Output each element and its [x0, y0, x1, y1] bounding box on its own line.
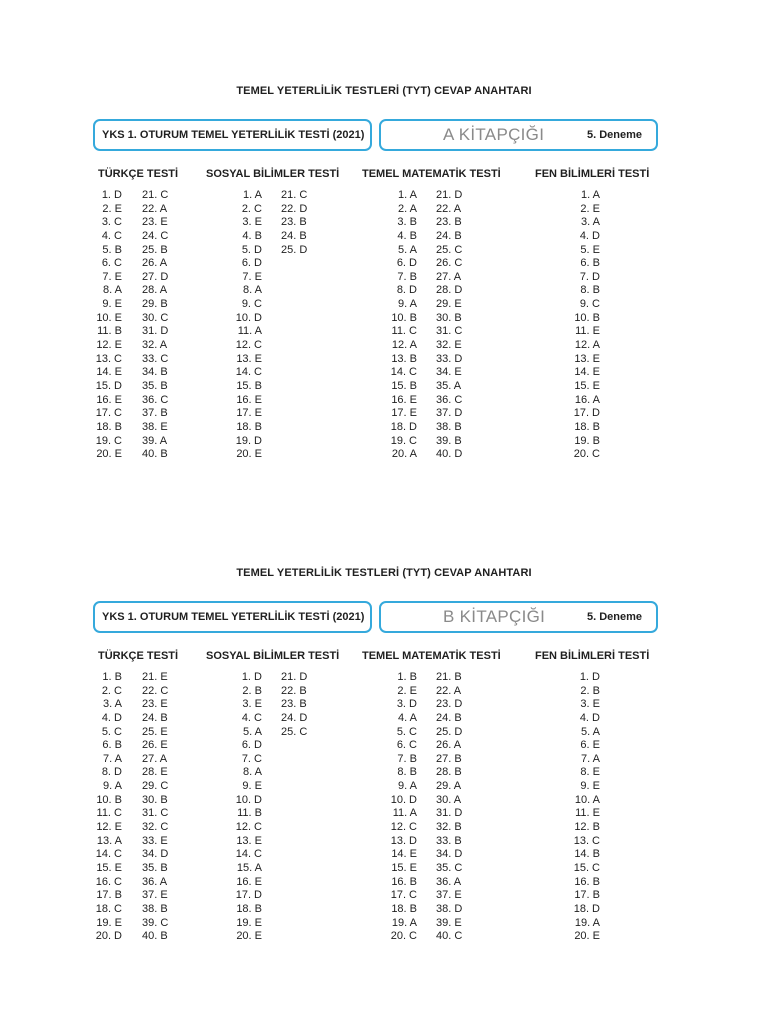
- answer-item: 4. D: [579, 229, 600, 242]
- answer-item: 7. E: [102, 270, 122, 283]
- answer-item: 12. E: [96, 821, 122, 834]
- answer-item: 7. A: [581, 752, 600, 765]
- sosyal-header: SOSYAL BİLİMLER TESTİ: [206, 650, 340, 662]
- answer-item: 12. C: [390, 821, 417, 834]
- answer-item: 2. E: [102, 202, 122, 215]
- answer-item: 7. C: [241, 752, 262, 765]
- answer-item: 6. E: [580, 739, 600, 752]
- answer-item: 18. B: [96, 420, 122, 433]
- fen-header: FEN BİLİMLERİ TESTİ: [535, 168, 650, 180]
- answer-item: 40. C: [436, 930, 463, 943]
- answer-item: 10. B: [574, 311, 600, 324]
- answer-item: 7. A: [103, 752, 122, 765]
- answer-item: 37. D: [436, 407, 463, 420]
- answer-item: 4. C: [101, 229, 122, 242]
- answer-item: 22. B: [281, 684, 307, 697]
- answer-item: 3. A: [581, 216, 600, 229]
- answer-item: 38. E: [142, 420, 168, 433]
- answer-item: 14. C: [390, 366, 417, 379]
- answer-item: 37. E: [436, 889, 462, 902]
- answer-item: 24. B: [436, 711, 462, 724]
- matematik-answers-1: [385, 671, 417, 944]
- answer-item: 16. C: [95, 875, 122, 888]
- answer-item: 34. D: [436, 848, 463, 861]
- answer-item: 15. B: [236, 379, 262, 392]
- turkce-answers-2: [142, 189, 168, 462]
- answer-item: 10. B: [96, 793, 122, 806]
- answer-item: 31. C: [436, 325, 463, 338]
- fen-answers: [568, 189, 600, 462]
- answer-item: 17. B: [574, 889, 600, 902]
- answer-item: 13. C: [573, 834, 600, 847]
- answer-item: 29. C: [142, 780, 169, 793]
- answer-item: 21. E: [142, 671, 168, 683]
- answer-item: 18. B: [236, 902, 262, 915]
- answer-item: 4. A: [398, 711, 417, 724]
- answer-item: 8. B: [580, 284, 600, 297]
- answer-item: 19. A: [574, 916, 600, 929]
- answer-item: 35. B: [142, 379, 168, 392]
- sosyal-answers-2: [281, 671, 307, 739]
- answer-item: 18. D: [573, 902, 600, 915]
- answer-item: 36. C: [142, 393, 169, 406]
- answer-item: 2. B: [580, 684, 600, 697]
- answer-item: 15. E: [391, 861, 417, 874]
- answer-item: 24. C: [142, 229, 169, 242]
- answer-item: 23. E: [142, 698, 168, 711]
- matematik-answers-1: [385, 189, 417, 462]
- answer-item: 5. B: [102, 243, 122, 256]
- answer-item: 11. C: [96, 807, 122, 820]
- answer-item: 16. E: [96, 393, 122, 406]
- booklet-box: [379, 119, 658, 151]
- answer-item: 3. E: [580, 698, 600, 711]
- answer-item: 38. B: [142, 902, 168, 915]
- sosyal-header: SOSYAL BİLİMLER TESTİ: [206, 168, 340, 180]
- answer-item: 6. D: [241, 257, 262, 270]
- answer-item: 2. E: [580, 202, 600, 215]
- answer-item: 40. B: [142, 448, 168, 461]
- answer-item: 13. E: [574, 352, 600, 365]
- answer-item: 34. D: [142, 848, 169, 861]
- answer-item: 39. E: [436, 916, 462, 929]
- booklet-box: [379, 601, 658, 633]
- answer-item: 21. B: [436, 671, 462, 683]
- sosyal-answers-2: [281, 189, 307, 257]
- answer-item: 2. B: [242, 684, 262, 697]
- answer-item: 38. B: [436, 420, 462, 433]
- answer-item: 7. E: [242, 270, 262, 283]
- answer-item: 22. C: [142, 684, 169, 697]
- answer-item: 13. A: [96, 834, 122, 847]
- answer-item: 11. E: [575, 325, 600, 338]
- matematik-header: TEMEL MATEMATİK TESTİ: [362, 650, 501, 662]
- answer-item: 7. B: [397, 752, 417, 765]
- answer-item: 19. B: [574, 434, 600, 447]
- answer-item: 9. C: [579, 298, 600, 311]
- answer-item: 18. C: [95, 902, 122, 915]
- answer-item: 24. B: [436, 229, 462, 242]
- answer-item: 22. A: [436, 202, 462, 215]
- answer-item: 36. A: [142, 875, 168, 888]
- answer-item: 25. C: [281, 725, 308, 738]
- answer-item: 19. A: [391, 916, 417, 929]
- answer-item: 6. D: [241, 739, 262, 752]
- answer-item: 15. D: [95, 379, 122, 392]
- turkce-answers-1: [90, 671, 122, 944]
- answer-item: 15. E: [574, 379, 600, 392]
- answer-item: 24. B: [142, 711, 168, 724]
- answer-item: 18. B: [574, 420, 600, 433]
- answer-item: 17. E: [236, 407, 262, 420]
- answer-item: 15. B: [391, 379, 417, 392]
- answer-item: 8. E: [580, 766, 600, 779]
- answer-item: 12. A: [574, 339, 600, 352]
- answer-item: 12. A: [391, 339, 417, 352]
- answer-item: 14. E: [96, 366, 122, 379]
- answer-item: 26. C: [436, 257, 463, 270]
- answer-item: 11. B: [237, 807, 262, 820]
- answer-item: 23. B: [281, 698, 307, 711]
- answer-item: 37. B: [142, 407, 168, 420]
- answer-item: 16. B: [391, 875, 417, 888]
- answer-item: 13. E: [236, 352, 262, 365]
- answer-item: 4. D: [579, 711, 600, 724]
- answer-item: 30. A: [436, 793, 462, 806]
- answer-item: 11. A: [237, 325, 262, 338]
- answer-item: 10. E: [96, 311, 122, 324]
- answer-item: 1. A: [581, 189, 600, 201]
- answer-item: 39. B: [436, 434, 462, 447]
- answer-item: 23. E: [142, 216, 168, 229]
- answer-item: 12. C: [235, 821, 262, 834]
- answer-item: 18. B: [236, 420, 262, 433]
- turkce-header: TÜRKÇE TESTİ: [98, 168, 179, 180]
- sheet-title: TEMEL YETERLİLİK TESTLERİ (TYT) CEVAP ANAHTARI: [236, 85, 532, 97]
- answer-item: 32. B: [436, 821, 462, 834]
- answer-item: 20. E: [574, 930, 600, 943]
- answer-item: 28. A: [142, 284, 168, 297]
- answer-item: 8. A: [103, 284, 122, 297]
- answer-item: 16. A: [574, 393, 600, 406]
- answer-item: 19. E: [236, 916, 262, 929]
- answer-item: 39. C: [142, 916, 169, 929]
- answer-item: 20. E: [96, 448, 122, 461]
- answer-item: 3. E: [242, 698, 262, 711]
- exam-label: YKS 1. OTURUM TEMEL YETERLİLİK TESTİ (2021): [102, 611, 365, 623]
- answer-item: 25. B: [142, 243, 168, 256]
- answer-item: 31. C: [142, 807, 169, 820]
- answer-item: 39. A: [142, 434, 168, 447]
- answer-item: 1. B: [397, 671, 417, 683]
- turkce-answers-1: [90, 189, 122, 462]
- answer-item: 1. D: [101, 189, 122, 201]
- answer-item: 3. C: [101, 216, 122, 229]
- answer-item: 16. B: [574, 875, 600, 888]
- answer-item: 3. B: [397, 216, 417, 229]
- answer-item: 4. B: [242, 229, 262, 242]
- answer-item: 9. A: [398, 780, 417, 793]
- answer-item: 27. A: [436, 270, 462, 283]
- answer-item: 6. B: [102, 739, 122, 752]
- booklet-label: B KİTAPÇIĞI: [443, 607, 546, 626]
- answer-item: 33. C: [142, 352, 169, 365]
- answer-item: 14. B: [574, 848, 600, 861]
- answer-item: 20. A: [391, 448, 417, 461]
- answer-item: 22. D: [281, 202, 308, 215]
- answer-item: 32. C: [142, 821, 169, 834]
- matematik-answers-2: [436, 189, 462, 462]
- answer-item: 12. C: [235, 339, 262, 352]
- answer-item: 17. D: [573, 407, 600, 420]
- answer-item: 12. E: [96, 339, 122, 352]
- answer-item: 29. E: [436, 298, 462, 311]
- turkce-answers-2: [142, 671, 168, 944]
- answer-item: 11. C: [391, 325, 417, 338]
- answer-item: 22. A: [142, 202, 168, 215]
- answer-item: 25. C: [436, 243, 463, 256]
- answer-item: 29. B: [142, 298, 168, 311]
- answer-item: 15. C: [573, 861, 600, 874]
- exam-label-box: [93, 601, 372, 633]
- answer-item: 26. E: [142, 739, 168, 752]
- answer-item: 24. B: [281, 229, 307, 242]
- answer-item: 14. C: [95, 848, 122, 861]
- answer-item: 10. D: [390, 793, 417, 806]
- answer-item: 12. B: [574, 821, 600, 834]
- answer-item: 16. E: [236, 875, 262, 888]
- answer-item: 29. A: [436, 780, 462, 793]
- answer-item: 20. C: [573, 448, 600, 461]
- answer-item: 2. E: [397, 684, 417, 697]
- answer-item: 7. D: [579, 270, 600, 283]
- answer-item: 9. A: [398, 298, 417, 311]
- sheet-title: TEMEL YETERLİLİK TESTLERİ (TYT) CEVAP ANAHTARI: [236, 567, 532, 579]
- answer-item: 5. C: [396, 725, 417, 738]
- answer-item: 31. D: [436, 807, 463, 820]
- answer-item: 25. D: [281, 243, 308, 256]
- answer-item: 18. B: [391, 902, 417, 915]
- answer-item: 13. E: [236, 834, 262, 847]
- answer-item: 24. D: [281, 711, 308, 724]
- answer-item: 2. C: [101, 684, 122, 697]
- answer-item: 1. A: [243, 189, 262, 201]
- answer-item: 27. A: [142, 752, 168, 765]
- answer-item: 37. E: [142, 889, 168, 902]
- answer-item: 36. A: [436, 875, 462, 888]
- answer-item: 14. C: [235, 848, 262, 861]
- answer-item: 19. C: [390, 434, 417, 447]
- answer-item: 20. E: [236, 930, 262, 943]
- answer-item: 18. D: [390, 420, 417, 433]
- answer-item: 32. A: [142, 339, 168, 352]
- answer-item: 1. A: [398, 189, 417, 201]
- answer-item: 33. B: [436, 834, 462, 847]
- answer-item: 30. C: [142, 311, 169, 324]
- fen-answers: [568, 671, 600, 944]
- answer-item: 21. D: [281, 671, 308, 683]
- answer-item: 16. E: [391, 393, 417, 406]
- deneme-label: 5. Deneme: [587, 611, 643, 623]
- answer-item: 20. D: [95, 930, 122, 943]
- matematik-answers-2: [436, 671, 462, 944]
- answer-item: 9. E: [242, 780, 262, 793]
- answer-item: 3. E: [242, 216, 262, 229]
- answer-item: 9. E: [580, 780, 600, 793]
- answer-item: 38. D: [436, 902, 463, 915]
- answer-item: 16. E: [236, 393, 262, 406]
- answer-item: 1. D: [579, 671, 600, 683]
- answer-item: 9. E: [102, 298, 122, 311]
- answer-item: 15. E: [96, 861, 122, 874]
- answer-item: 30. B: [436, 311, 462, 324]
- sosyal-answers-1: [230, 671, 262, 944]
- answer-item: 34. E: [436, 366, 462, 379]
- answer-item: 36. C: [436, 393, 463, 406]
- answer-item: 19. D: [235, 434, 262, 447]
- answer-item: 10. B: [391, 311, 417, 324]
- answer-item: 23. D: [436, 698, 463, 711]
- answer-item: 19. E: [96, 916, 122, 929]
- turkce-header: TÜRKÇE TESTİ: [98, 650, 179, 662]
- answer-item: 4. B: [397, 229, 417, 242]
- fen-header: FEN BİLİMLERİ TESTİ: [535, 650, 650, 662]
- answer-item: 35. C: [436, 861, 463, 874]
- answer-item: 14. E: [574, 366, 600, 379]
- answer-item: 13. B: [391, 352, 417, 365]
- answer-item: 25. D: [436, 725, 463, 738]
- answer-item: 6. C: [396, 739, 417, 752]
- exam-label: YKS 1. OTURUM TEMEL YETERLİLİK TESTİ (2021): [102, 129, 365, 141]
- answer-item: 9. C: [241, 298, 262, 311]
- answer-item: 3. A: [103, 698, 122, 711]
- answer-item: 28. E: [142, 766, 168, 779]
- answer-item: 19. C: [95, 434, 122, 447]
- booklet-label: A KİTAPÇIĞI: [443, 125, 545, 144]
- answer-item: 11. E: [575, 807, 600, 820]
- answer-item: 26. A: [436, 739, 462, 752]
- answer-item: 5. E: [580, 243, 600, 256]
- answer-item: 27. B: [436, 752, 462, 765]
- answer-item: 33. D: [436, 352, 463, 365]
- answer-item: 6. C: [101, 257, 122, 270]
- answer-item: 10. D: [235, 793, 262, 806]
- answer-item: 17. B: [96, 889, 122, 902]
- answer-item: 10. D: [235, 311, 262, 324]
- answer-item: 26. A: [142, 257, 168, 270]
- answer-item: 14. E: [391, 848, 417, 861]
- deneme-label: 5. Deneme: [587, 129, 643, 141]
- answer-item: 8. D: [101, 766, 122, 779]
- answer-item: 5. A: [243, 725, 262, 738]
- answer-item: 1. D: [241, 671, 262, 683]
- answer-item: 5. D: [241, 243, 262, 256]
- exam-label-box: [93, 119, 372, 151]
- answer-item: 4. C: [241, 711, 262, 724]
- answer-item: 11. B: [97, 325, 122, 338]
- answer-item: 40. D: [436, 448, 463, 461]
- answer-item: 6. B: [580, 257, 600, 270]
- answer-item: 20. C: [390, 930, 417, 943]
- answer-item: 5. C: [101, 725, 122, 738]
- answer-item: 40. B: [142, 930, 168, 943]
- answer-item: 8. A: [243, 284, 262, 297]
- answer-item: 35. A: [436, 379, 462, 392]
- answer-item: 17. D: [235, 889, 262, 902]
- answer-item: 23. B: [281, 216, 307, 229]
- answer-item: 17. C: [95, 407, 122, 420]
- answer-item: 21. D: [436, 189, 463, 201]
- answer-item: 13. C: [95, 352, 122, 365]
- answer-item: 6. D: [396, 257, 417, 270]
- answer-item: 17. C: [390, 889, 417, 902]
- answer-item: 2. A: [398, 202, 417, 215]
- answer-item: 2. C: [241, 202, 262, 215]
- answer-item: 10. A: [574, 793, 600, 806]
- answer-item: 23. B: [436, 216, 462, 229]
- answer-item: 8. A: [243, 766, 262, 779]
- answer-item: 4. D: [101, 711, 122, 724]
- answer-item: 5. A: [398, 243, 417, 256]
- answer-item: 31. D: [142, 325, 169, 338]
- answer-item: 11. A: [392, 807, 417, 820]
- answer-item: 25. E: [142, 725, 168, 738]
- answer-item: 7. B: [397, 270, 417, 283]
- answer-item: 21. C: [281, 189, 308, 201]
- answer-item: 30. B: [142, 793, 168, 806]
- answer-item: 27. D: [142, 270, 169, 283]
- answer-item: 8. D: [396, 284, 417, 297]
- answer-item: 1. B: [102, 671, 122, 683]
- answer-item: 33. E: [142, 834, 168, 847]
- matematik-header: TEMEL MATEMATİK TESTİ: [362, 168, 501, 180]
- answer-item: 20. E: [236, 448, 262, 461]
- answer-item: 28. D: [436, 284, 463, 297]
- answer-item: 9. A: [103, 780, 122, 793]
- answer-item: 32. E: [436, 339, 462, 352]
- answer-item: 14. C: [235, 366, 262, 379]
- answer-item: 22. A: [436, 684, 462, 697]
- answer-item: 34. B: [142, 366, 168, 379]
- answer-item: 8. B: [397, 766, 417, 779]
- answer-item: 35. B: [142, 861, 168, 874]
- answer-item: 3. D: [396, 698, 417, 711]
- sosyal-answers-1: [230, 189, 262, 462]
- answer-item: 21. C: [142, 189, 169, 201]
- answer-item: 5. A: [581, 725, 600, 738]
- answer-item: 13. D: [390, 834, 417, 847]
- answer-item: 28. B: [436, 766, 462, 779]
- answer-item: 17. E: [391, 407, 417, 420]
- answer-item: 15. A: [236, 861, 262, 874]
